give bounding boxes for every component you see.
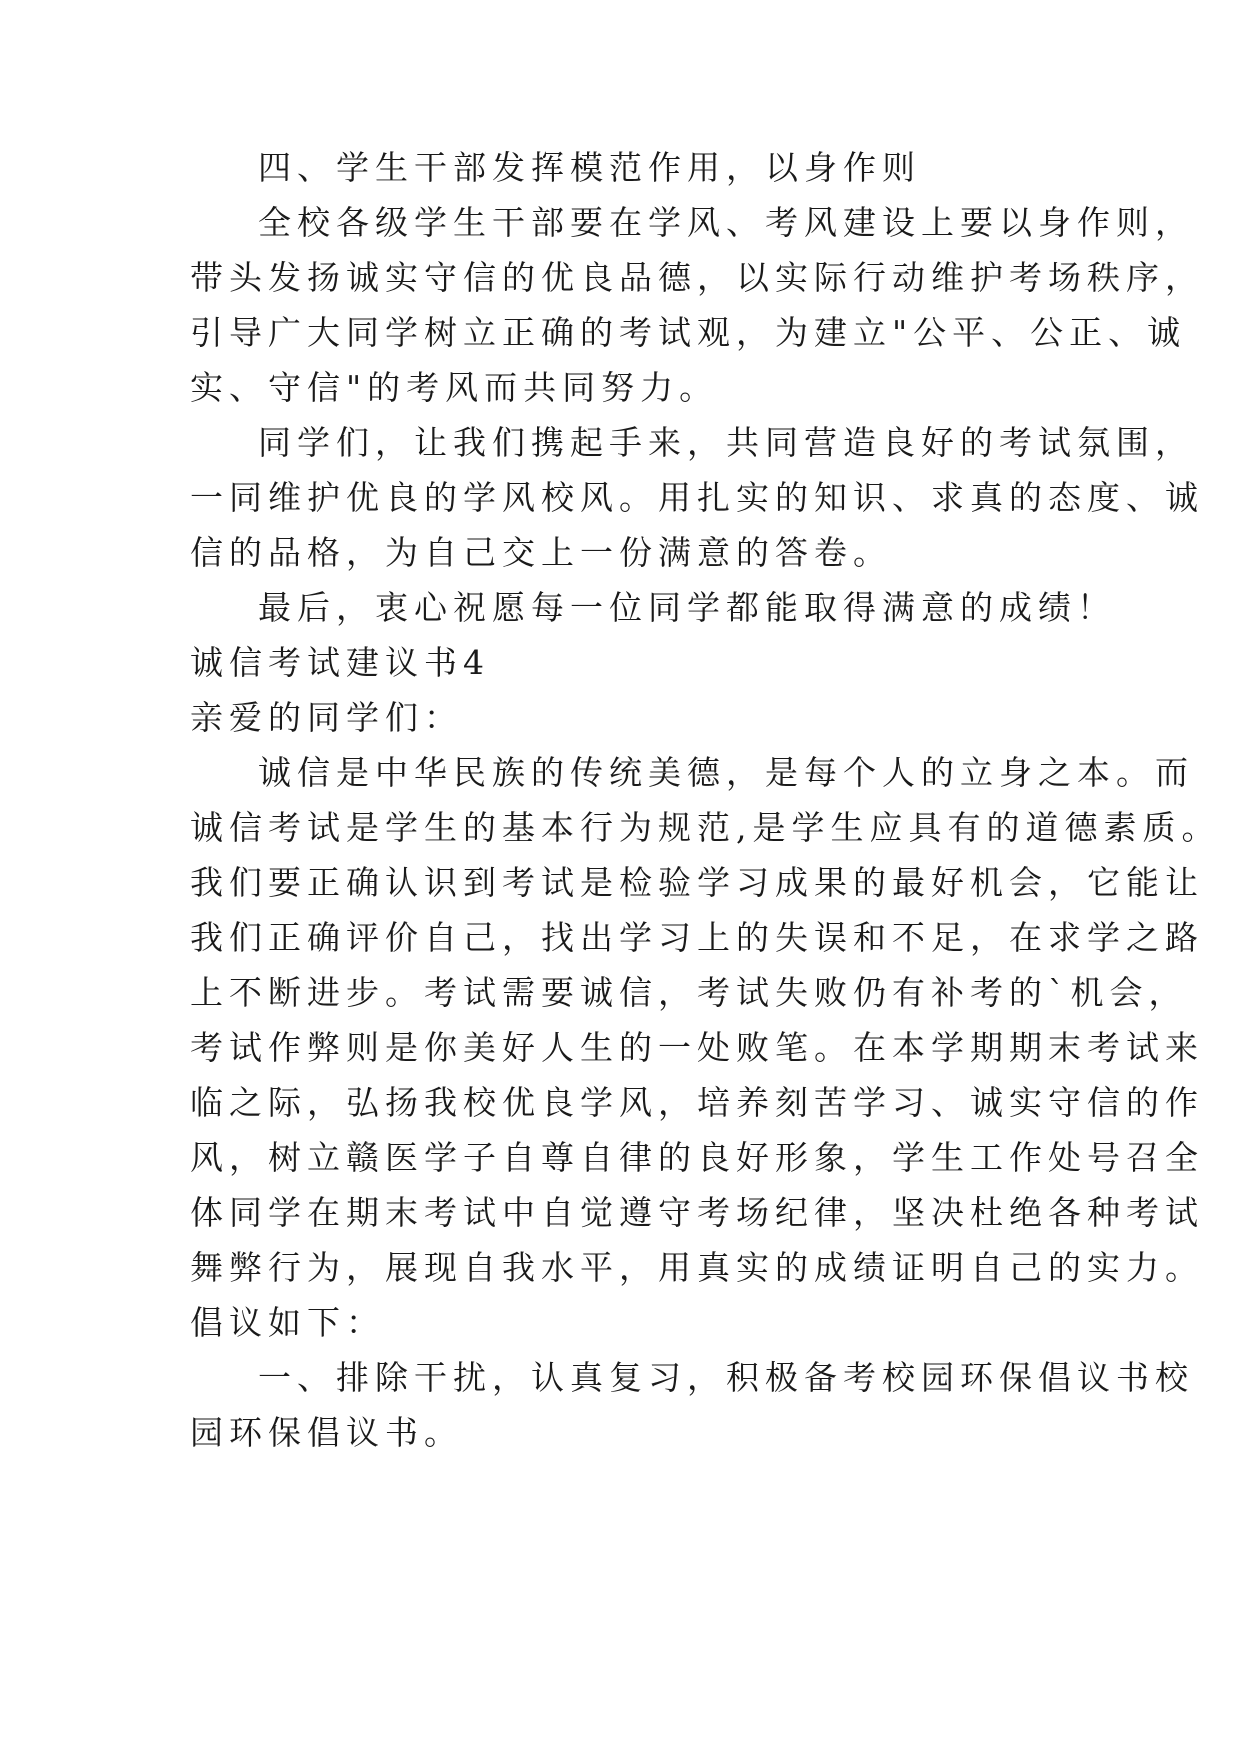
paragraph-line: 全校各级学生干部要在学风、考风建设上要以身作则， (258, 203, 1194, 242)
proposal-item-one: 一、排除干扰，认真复习，积极备考校园环保倡议书校 (258, 1358, 1194, 1397)
paragraph-line: 实、守信"的考风而共同努力。 (190, 368, 719, 407)
paragraph-line: 上不断进步。考试需要诚信，考试失败仍有补考的`机会， (190, 973, 1188, 1012)
paragraph-line: 诚信是中华民族的传统美德，是每个人的立身之本。而 (258, 753, 1194, 792)
paragraph-line: 园环保倡议书。 (190, 1413, 463, 1452)
paragraph-line: 倡议如下： (190, 1303, 385, 1342)
section-heading-four: 四、学生干部发挥模范作用，以身作则 (258, 148, 921, 187)
salutation: 亲爱的同学们： (190, 698, 463, 737)
paragraph-line: 最后，衷心祝愿每一位同学都能取得满意的成绩！ (258, 588, 1116, 627)
paragraph-line: 临之际，弘扬我校优良学风，培养刻苦学习、诚实守信的作 (190, 1083, 1204, 1122)
paragraph-line: 同学们，让我们携起手来，共同营造良好的考试氛围， (258, 423, 1194, 462)
paragraph-line: 带头发扬诚实守信的优良品德，以实际行动维护考场秩序， (190, 258, 1204, 297)
paragraph-line: 我们正确评价自己，找出学习上的失误和不足，在求学之路 (190, 918, 1204, 957)
paragraph-line: 我们要正确认识到考试是检验学习成果的最好机会，它能让 (190, 863, 1204, 902)
paragraph-line: 信的品格，为自己交上一份满意的答卷。 (190, 533, 892, 572)
document-title: 诚信考试建议书4 (190, 643, 490, 682)
paragraph-line: 一同维护优良的学风校风。用扎实的知识、求真的态度、诚 (190, 478, 1204, 517)
paragraph-line: 舞弊行为，展现自我水平，用真实的成绩证明自己的实力。 (190, 1248, 1204, 1287)
paragraph-line: 诚信考试是学生的基本行为规范,是学生应具有的道德素质。 (190, 808, 1221, 847)
paragraph-line: 体同学在期末考试中自觉遵守考场纪律，坚决杜绝各种考试 (190, 1193, 1204, 1232)
paragraph-line: 考试作弊则是你美好人生的一处败笔。在本学期期末考试来 (190, 1028, 1204, 1067)
paragraph-line: 引导广大同学树立正确的考试观，为建立"公平、公正、诚 (190, 313, 1187, 352)
paragraph-line: 风，树立赣医学子自尊自律的良好形象，学生工作处号召全 (190, 1138, 1204, 1177)
